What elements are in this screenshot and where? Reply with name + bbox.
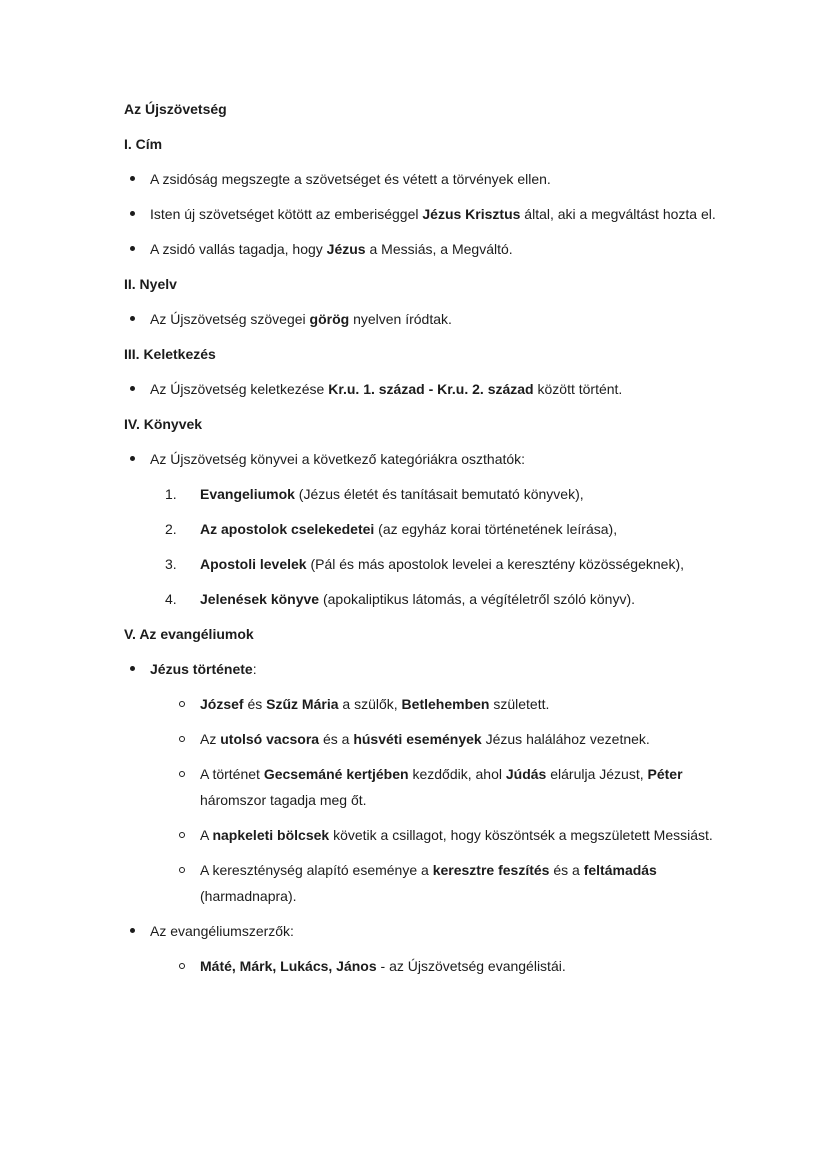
bullet-dot-icon (130, 666, 135, 671)
bullet-text: Isten új szövetséget kötött az emberiséggel Jézus Krisztus által, aki a megváltást hozta el. (150, 206, 716, 222)
circle-bullet-icon (179, 771, 185, 777)
bullet-dot-icon (130, 176, 135, 181)
section-heading (124, 621, 726, 647)
bullet-text: Az Újszövetség keletkezése Kr.u. 1. század - Kr.u. 2. század között történt. (150, 381, 623, 397)
bullet-item (124, 446, 726, 472)
heading-text: II. Nyelv (124, 276, 177, 292)
circle-bullet-icon (179, 867, 185, 873)
bullet-dot-icon (130, 386, 135, 391)
heading-text: V. Az evangéliumok (124, 626, 254, 642)
number-text: Evangeliumok (Jézus életét és tanításait bemutató könyvek), (200, 486, 584, 502)
bullet-text: Az Újszövetség könyvei a következő kategóriákra oszthatók: (150, 451, 526, 467)
bullet-item (124, 201, 726, 227)
bullet-dot-icon (130, 316, 135, 321)
bullet-text: Jézus története: (150, 661, 257, 677)
bullet-item (124, 918, 726, 944)
sub-text: Máté, Márk, Lukács, János - az Újszövetség evangélistái. (200, 958, 566, 974)
section-heading (124, 411, 726, 437)
heading-text: I. Cím (124, 136, 163, 152)
bullet-text: Az evangéliumszerzők: (150, 923, 294, 939)
section-heading (124, 341, 726, 367)
sub-text: Az utolsó vacsora és a húsvéti események Jézus halálához vezetnek. (200, 731, 650, 747)
bullet-dot-icon (130, 456, 135, 461)
list-number: 3. (165, 556, 177, 572)
bullet-dot-icon (130, 246, 135, 251)
sub-text: A kereszténység alapító eseménye a keresztre feszítés és a feltámadás (harmadnapra). (200, 862, 657, 904)
bullet-text: Az Újszövetség szövegei görög nyelven íródtak. (150, 311, 452, 327)
list-number: 4. (165, 591, 177, 607)
list-number: 2. (165, 521, 177, 537)
bullet-item (124, 306, 726, 332)
section-heading (124, 131, 726, 157)
doc-title (124, 96, 726, 122)
bullet-dot-icon (130, 928, 135, 933)
sub-bullet-item (124, 822, 726, 848)
circle-bullet-icon (179, 701, 185, 707)
sub-bullet-item (124, 726, 726, 752)
title-text: Az Újszövetség (124, 101, 227, 117)
sub-bullet-item (124, 691, 726, 717)
sub-text: József és Szűz Mária a szülők, Betlehemben született. (200, 696, 550, 712)
number-text: Jelenések könyve (apokaliptikus látomás, a végítéletről szóló könyv). (200, 591, 636, 607)
bullet-item (124, 166, 726, 192)
numbered-item (124, 481, 726, 507)
sub-text: A napkeleti bölcsek követik a csillagot, hogy köszöntsék a megszületett Messiást. (200, 827, 713, 843)
sub-text: A történet Gecsemáné kertjében kezdődik, ahol Júdás elárulja Jézust, Péter háromszor tagadja meg őt. (200, 766, 683, 808)
bullet-item (124, 656, 726, 682)
number-text: Az apostolok cselekedetei (az egyház korai történetének leírása), (200, 521, 618, 537)
circle-bullet-icon (179, 736, 185, 742)
numbered-item (124, 551, 726, 577)
sub-bullet-item (124, 857, 726, 909)
section-heading (124, 271, 726, 297)
bullet-text: A zsidó vallás tagadja, hogy Jézus a Messiás, a Megváltó. (150, 241, 513, 257)
sub-bullet-item (124, 761, 726, 813)
numbered-item (124, 586, 726, 612)
list-number: 1. (165, 486, 177, 502)
bullet-item (124, 236, 726, 262)
document-content (124, 96, 726, 979)
heading-text: IV. Könyvek (124, 416, 203, 432)
heading-text: III. Keletkezés (124, 346, 216, 362)
sub-bullet-item (124, 953, 726, 979)
circle-bullet-icon (179, 832, 185, 838)
bullet-text: A zsidóság megszegte a szövetséget és vétett a törvények ellen. (150, 171, 551, 187)
bullet-dot-icon (130, 211, 135, 216)
number-text: Apostoli levelek (Pál és más apostolok levelei a keresztény közösségeknek), (200, 556, 684, 572)
bullet-item (124, 376, 726, 402)
circle-bullet-icon (179, 963, 185, 969)
numbered-item (124, 516, 726, 542)
